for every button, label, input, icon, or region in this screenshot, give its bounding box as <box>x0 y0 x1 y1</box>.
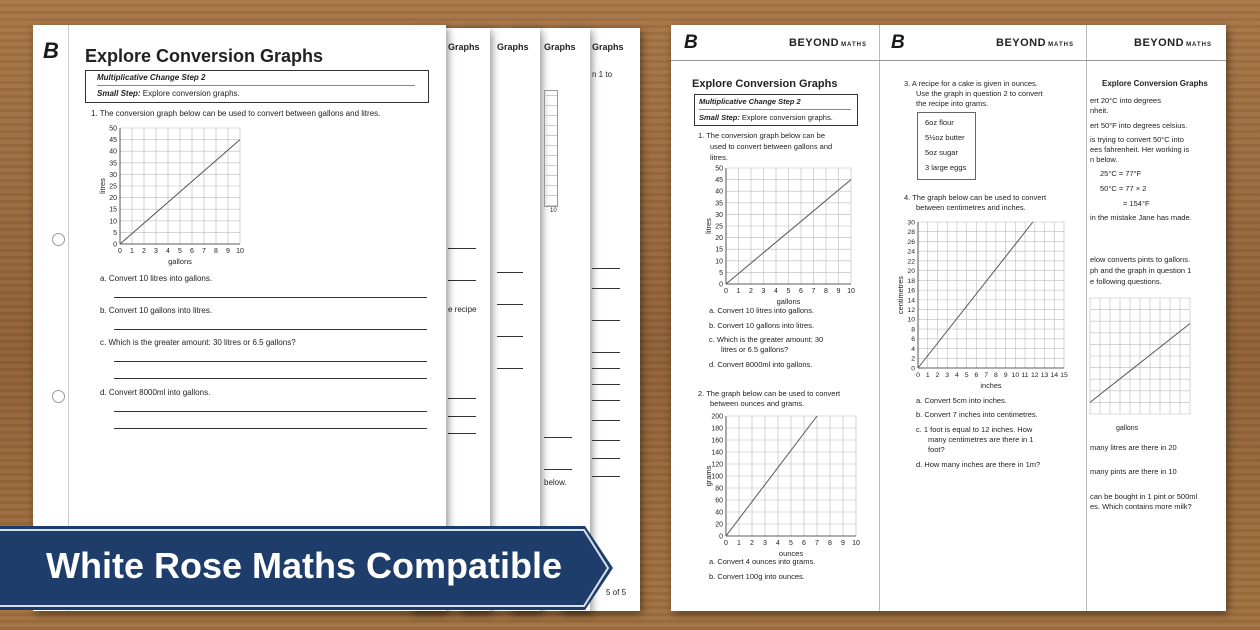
answer-line[interactable] <box>114 361 427 362</box>
y-tick-label: 140 <box>711 449 723 457</box>
header-rule <box>671 60 1226 61</box>
x-tick-label: 5 <box>786 288 791 295</box>
y-tick-label: 45 <box>109 137 117 145</box>
x-tick-label: 12 <box>1030 371 1039 379</box>
question-4: between centimetres and inches. <box>916 203 1026 212</box>
y-tick-label: 8 <box>911 326 915 334</box>
answer-line[interactable] <box>114 428 427 429</box>
x-tick-label: 4 <box>166 248 170 255</box>
question-1b: b. Convert 10 gallons into litres. <box>100 306 213 315</box>
question-4c: many centimetres are there in 1 <box>928 435 1034 444</box>
logo-icon: B <box>43 38 59 63</box>
y-tick-label: 5 <box>719 269 723 277</box>
question-4c: foot? <box>928 445 945 454</box>
y-tick-label: 0 <box>911 365 915 373</box>
y-tick-label: 80 <box>715 485 723 493</box>
y-tick-label: 10 <box>109 218 117 226</box>
x-tick-label: 8 <box>214 248 218 255</box>
behind-fragment: e recipe <box>448 305 477 314</box>
answer-line[interactable] <box>114 378 427 379</box>
x-tick-label: 15 <box>1060 371 1068 379</box>
small-step-label: Small Step: <box>97 89 141 98</box>
x-tick-label: 1 <box>736 288 741 295</box>
y-tick-label: 45 <box>715 177 723 185</box>
question-2b: b. Convert 100g into ounces. <box>709 572 805 581</box>
x-tick-label: 4 <box>776 540 780 547</box>
y-tick-label: 35 <box>715 200 723 208</box>
y-tick-label: 120 <box>711 461 723 469</box>
x-tick-label: 4 <box>774 288 778 295</box>
y-tick-label: 40 <box>715 188 723 196</box>
x-tick-label: 9 <box>836 288 841 295</box>
x-tick-label: 7 <box>815 540 819 547</box>
behind-tick: 10 <box>550 208 557 214</box>
x-tick-label: 1 <box>130 248 134 255</box>
x-tick-label: 5 <box>178 248 182 255</box>
y-tick-label: 40 <box>715 509 723 517</box>
logo-icon: B <box>684 32 698 53</box>
question-1d: d. Convert 8000ml into gallons. <box>100 388 211 397</box>
y-tick-label: 30 <box>109 171 117 179</box>
step-name: Multiplicative Change Step 2 <box>97 73 206 82</box>
y-tick-label: 50 <box>715 165 723 173</box>
x-tick-label: 9 <box>841 540 845 547</box>
y-tick-label: 25 <box>715 223 723 231</box>
question-4b: b. Convert 7 inches into centimetres. <box>916 410 1038 419</box>
x-tick-label: 1 <box>737 540 741 547</box>
col3-title: Explore Conversion Graphs <box>1102 79 1208 88</box>
x-tick-label: 2 <box>142 248 146 255</box>
question-3: Use the graph in question 2 to convert <box>916 89 1043 98</box>
answer-line[interactable] <box>114 297 427 298</box>
binder-hole <box>52 390 65 403</box>
y-tick-label: 30 <box>907 219 915 227</box>
y-tick-label: 6 <box>911 336 915 344</box>
brand-watermark: BEYOND MATHS <box>996 37 1074 49</box>
x-tick-label: 6 <box>802 540 806 547</box>
x-tick-label: 5 <box>964 371 969 379</box>
y-tick-label: 160 <box>711 437 723 445</box>
y-tick-label: 12 <box>907 306 915 314</box>
margin-line <box>68 25 69 611</box>
binder-hole <box>52 233 65 246</box>
y-tick-label: 20 <box>907 268 915 276</box>
x-tick-label: 9 <box>1003 371 1008 379</box>
question-3: the recipe into grams. <box>916 99 989 108</box>
small-step: Small Step: Explore conversion graphs. <box>699 113 833 122</box>
y-axis-label: grams <box>704 465 713 487</box>
y-tick-label: 100 <box>711 473 723 481</box>
y-tick-label: 20 <box>109 195 117 203</box>
recipe-item: 3 large eggs <box>925 163 967 172</box>
x-tick-label: 14 <box>1050 371 1059 379</box>
x-tick-label: 3 <box>945 371 950 379</box>
column-divider <box>879 25 880 611</box>
behind-title: Graphs <box>497 42 529 52</box>
question-2a: a. Convert 4 ounces into grams. <box>709 557 816 566</box>
y-tick-label: 14 <box>907 297 915 305</box>
x-tick-label: 10 <box>852 540 860 547</box>
question-1c: litres or 6.5 gallons? <box>721 345 789 354</box>
x-tick-label: 7 <box>202 248 206 255</box>
y-tick-label: 20 <box>715 521 723 529</box>
small-step <box>97 89 240 98</box>
question-1c: c. Which is the greater amount: 30 <box>709 335 824 344</box>
x-tick-label: 0 <box>916 371 920 379</box>
y-tick-label: 0 <box>113 241 117 249</box>
page-title: Explore Conversion Graphs <box>85 46 324 66</box>
recipe-item: 5oz sugar <box>925 148 958 157</box>
x-tick-label: 3 <box>154 248 158 255</box>
y-tick-label: 15 <box>715 246 723 254</box>
brand-watermark: BEYOND MATHS <box>1134 37 1212 49</box>
x-tick-label: 5 <box>789 540 793 547</box>
banner-text: White Rose Maths Compatible <box>46 545 563 586</box>
recipe-item: 5½oz butter <box>925 133 965 142</box>
y-tick-label: 15 <box>109 206 117 214</box>
graph-pints-gallons-fragment <box>1086 296 1196 426</box>
x-axis-label: gallons <box>168 257 192 266</box>
question-1: litres. <box>710 153 728 162</box>
x-tick-label: 0 <box>118 248 122 255</box>
question-1c: c. Which is the greater amount: 30 litres or 6.5 gallons? <box>100 338 296 347</box>
y-tick-label: 25 <box>109 183 117 191</box>
y-tick-label: 16 <box>907 287 915 295</box>
x-tick-label: 6 <box>190 248 194 255</box>
x-axis-label: inches <box>980 381 1002 390</box>
y-tick-label: 35 <box>109 160 117 168</box>
question-4a: a. Convert 5cm into inches. <box>916 396 1007 405</box>
y-tick-label: 26 <box>907 238 915 246</box>
y-tick-label: 0 <box>719 533 723 541</box>
x-tick-label: 10 <box>847 288 855 295</box>
question-1a: a. Convert 10 litres into gallons. <box>709 306 815 315</box>
answer-line[interactable] <box>114 411 427 412</box>
logo-icon: B <box>891 32 905 53</box>
x-tick-label: 3 <box>761 288 766 295</box>
y-tick-label: 0 <box>719 281 723 289</box>
question-2: between ounces and grams. <box>710 399 805 408</box>
question-1: 1. The conversion graph below can be <box>698 131 826 140</box>
y-tick-label: 10 <box>715 258 723 266</box>
x-tick-label: 2 <box>935 371 940 379</box>
x-tick-label: 10 <box>1011 371 1020 379</box>
behind-title: Graphs <box>544 42 576 52</box>
x-tick-label: 0 <box>724 288 728 295</box>
graph-gallons-litres <box>704 162 859 306</box>
graph-inches-centimetres <box>896 216 1072 390</box>
y-tick-label: 22 <box>907 258 915 266</box>
y-tick-label: 10 <box>907 316 915 324</box>
question-4: 4. The graph below can be used to convert <box>904 193 1047 202</box>
x-tick-label: 7 <box>811 288 816 295</box>
graph-gallons-litres-left <box>98 122 248 266</box>
y-tick-label: 2 <box>911 355 915 363</box>
x-tick-label: 4 <box>955 371 959 379</box>
x-tick-label: 6 <box>974 371 979 379</box>
behind-title: Graphs <box>592 42 624 52</box>
y-tick-label: 30 <box>715 211 723 219</box>
question-1b: b. Convert 10 gallons into litres. <box>709 321 815 330</box>
page-number: 5 of 5 <box>606 588 627 597</box>
question-1d: d. Convert 8000ml into gallons. <box>709 360 813 369</box>
brand-watermark: BEYOND MATHS <box>789 37 867 49</box>
y-tick-label: 28 <box>907 229 915 237</box>
y-tick-label: 20 <box>715 235 723 243</box>
y-tick-label: 180 <box>711 425 723 433</box>
question-4d: d. How many inches are there in 1m? <box>916 460 1041 469</box>
y-tick-label: 50 <box>109 125 117 133</box>
y-axis-label: litres <box>98 178 107 194</box>
y-tick-label: 24 <box>907 248 915 256</box>
x-tick-label: 2 <box>750 540 754 547</box>
y-tick-label: 5 <box>113 229 117 237</box>
fragment-xlabel: gallons <box>1116 425 1139 432</box>
x-tick-label: 8 <box>993 371 998 379</box>
y-tick-label: 18 <box>907 277 915 285</box>
question-1: used to convert between gallons and <box>710 142 833 151</box>
graph-ounces-grams <box>704 410 864 558</box>
recipe-item: 6oz flour <box>925 118 954 127</box>
x-tick-label: 8 <box>828 540 832 547</box>
behind-fragment: below. <box>544 478 567 487</box>
x-axis-label: ounces <box>778 549 804 558</box>
question-4c: c. 1 foot is equal to 12 inches. How <box>916 425 1033 434</box>
answer-line[interactable] <box>114 329 427 330</box>
x-tick-label: 11 <box>1021 371 1029 379</box>
x-tick-label: 0 <box>724 540 728 547</box>
behind-title: Graphs <box>448 42 480 52</box>
behind-fragment: n 1 to <box>592 70 613 79</box>
x-tick-label: 10 <box>236 248 244 255</box>
small-step-text: Explore conversion graphs. <box>140 89 240 98</box>
x-axis-label: gallons <box>776 297 801 306</box>
x-tick-label: 13 <box>1040 371 1049 379</box>
x-tick-label: 2 <box>749 288 753 295</box>
step-name: Multiplicative Change Step 2 <box>699 97 801 106</box>
question-1a: a. Convert 10 litres into gallons. <box>100 274 213 283</box>
x-tick-label: 7 <box>984 371 989 379</box>
x-tick-label: 6 <box>799 288 803 295</box>
y-tick-label: 4 <box>911 345 915 353</box>
question-1: 1. The conversion graph below can be used to convert between gallons and litres. <box>91 109 381 118</box>
y-tick-label: 40 <box>109 148 117 156</box>
x-tick-label: 9 <box>226 248 230 255</box>
x-tick-label: 8 <box>824 288 828 295</box>
x-tick-label: 1 <box>925 371 930 379</box>
question-3: 3. A recipe for a cake is given in ounces. <box>904 79 1038 88</box>
y-tick-label: 60 <box>715 497 723 505</box>
y-axis-label: centimetres <box>896 276 905 314</box>
y-tick-label: 200 <box>711 413 723 421</box>
y-axis-label: litres <box>704 218 713 234</box>
col1-title: Explore Conversion Graphs <box>692 78 838 90</box>
x-tick-label: 3 <box>763 540 767 547</box>
question-2: 2. The graph below can be used to convert <box>698 389 841 398</box>
fragment-grid <box>1090 298 1190 414</box>
behind-grid-fragment <box>544 90 558 207</box>
